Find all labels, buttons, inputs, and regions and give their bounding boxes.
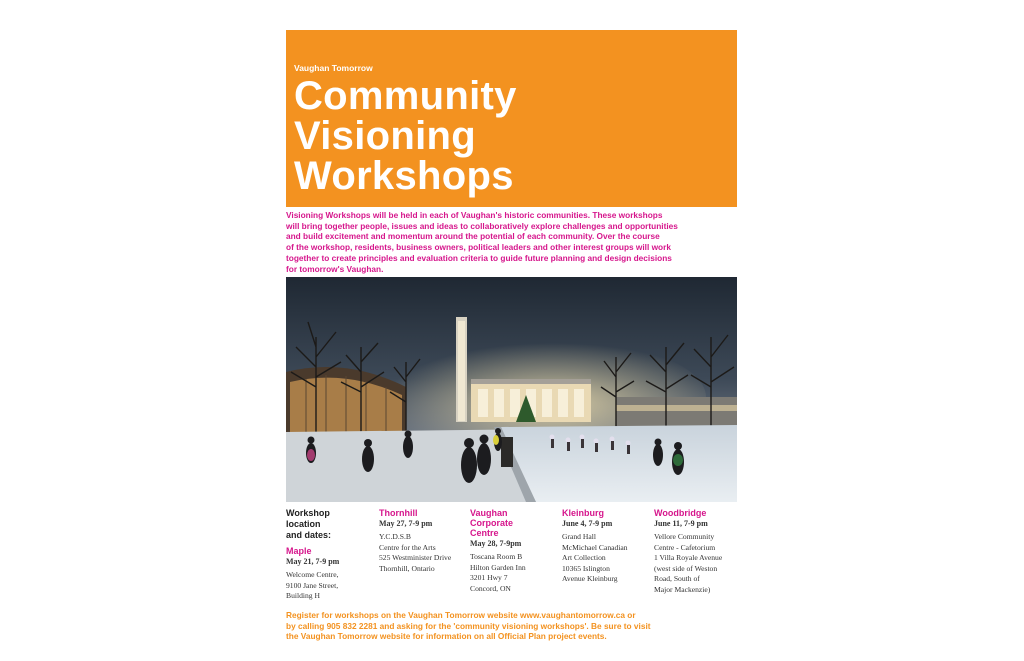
intro-line: of the workshop, residents, business owners, political leaders and other interest groups will work <box>286 242 671 253</box>
workshop-column-maple <box>286 508 374 602</box>
workshop-address-line: Concord, ON <box>470 583 511 593</box>
workshop-address-line: (west side of Weston <box>654 563 718 573</box>
workshop-address-line: Road, South of <box>654 574 700 583</box>
poster <box>286 30 737 650</box>
workshop-column-thornhill <box>379 508 467 574</box>
intro-line: and build excitement and momentum around the potential of each community. Over the course <box>286 231 660 242</box>
skating-rink-rendering <box>286 277 737 502</box>
intro-line: will bring together people, issues and ideas to collaboratively explore challenges and opportunities <box>286 220 678 231</box>
intro-paragraph <box>286 210 737 274</box>
workshop-address-line: 9100 Jane Street, <box>286 580 339 590</box>
workshop-address-line: Centre for the Arts <box>379 542 436 552</box>
intro-line: Visioning Workshops will be held in each of Vaughan's historic communities. These workshops <box>286 210 663 220</box>
workshop-address-line: 1 Villa Royale Avenue <box>654 553 723 562</box>
workshop-address-line: McMichael Canadian <box>562 542 628 552</box>
footer-line: the Vaughan Tomorrow website for information on all Official Plan project events. <box>286 631 607 642</box>
workshop-address-line: Y.C.D.S.B <box>379 532 411 541</box>
workshop-date: May 21, 7-9 pm <box>286 557 340 566</box>
workshop-name: Maple <box>286 546 312 556</box>
brand-name: Vaughan Tomorrow <box>294 63 373 73</box>
intro-line: together to create principles and evaluation criteria to guide future planning and design decisions <box>286 252 672 263</box>
footer-line: by calling 905 832 2281 and asking for the 'community visioning workshops'. Be sure to visit <box>286 620 651 631</box>
workshop-address-line: Avenue Kleinburg <box>562 574 618 583</box>
workshop-label-line: and dates: <box>286 530 332 540</box>
workshop-address-line: Hilton Garden Inn <box>470 562 526 572</box>
workshop-address-line: Thornhill, Ontario <box>379 563 435 573</box>
workshop-label-line: Workshop <box>286 508 330 518</box>
workshop-address-line: Grand Hall <box>562 532 596 541</box>
workshop-address-line: Art Collection <box>562 553 606 562</box>
workshop-date: May 27, 7-9 pm <box>379 519 433 528</box>
workshop-date: June 11, 7-9 pm <box>654 519 708 528</box>
registration-footer <box>286 610 737 642</box>
title-line: Visioning <box>294 114 476 158</box>
workshop-address-line: 10365 Islington <box>562 563 610 573</box>
workshop-name: Vaughan <box>470 508 508 518</box>
workshop-column-vaughan-corporate-centre <box>470 508 558 594</box>
workshop-address-line: Vellore Community <box>654 532 715 541</box>
workshop-date: June 4, 7-9 pm <box>562 519 613 528</box>
workshop-address-line: Centre - Cafetorium <box>654 542 716 552</box>
workshop-address-line: 3201 Hwy 7 <box>470 573 508 582</box>
workshop-address-line: Building H <box>286 591 320 600</box>
workshop-label-line: location <box>286 519 321 529</box>
title-banner <box>286 30 737 207</box>
title-line: Community <box>294 74 517 118</box>
intro-line: for tomorrow's Vaughan. <box>286 263 384 274</box>
workshop-column-woodbridge <box>654 508 737 595</box>
workshop-name: Thornhill <box>379 508 418 518</box>
workshop-date: May 28, 7-9pm <box>470 539 522 548</box>
workshop-name: Woodbridge <box>654 508 707 518</box>
page-title <box>294 76 517 196</box>
workshop-column-kleinburg <box>562 508 650 585</box>
footer-line: Register for workshops on the Vaughan Tomorrow website www.vaughantomorrow.ca or <box>286 610 636 620</box>
workshop-address-line: 525 Westminister Drive <box>379 553 452 562</box>
workshop-address-line: Major Mackenzie) <box>654 584 711 594</box>
workshop-name: Corporate <box>470 518 514 528</box>
workshop-name: Kleinburg <box>562 508 604 518</box>
workshop-address-line: Welcome Centre, <box>286 570 339 579</box>
workshop-name: Centre <box>470 528 499 538</box>
title-line: Workshops <box>294 154 514 198</box>
workshop-address-line: Toscana Room B <box>470 552 523 561</box>
